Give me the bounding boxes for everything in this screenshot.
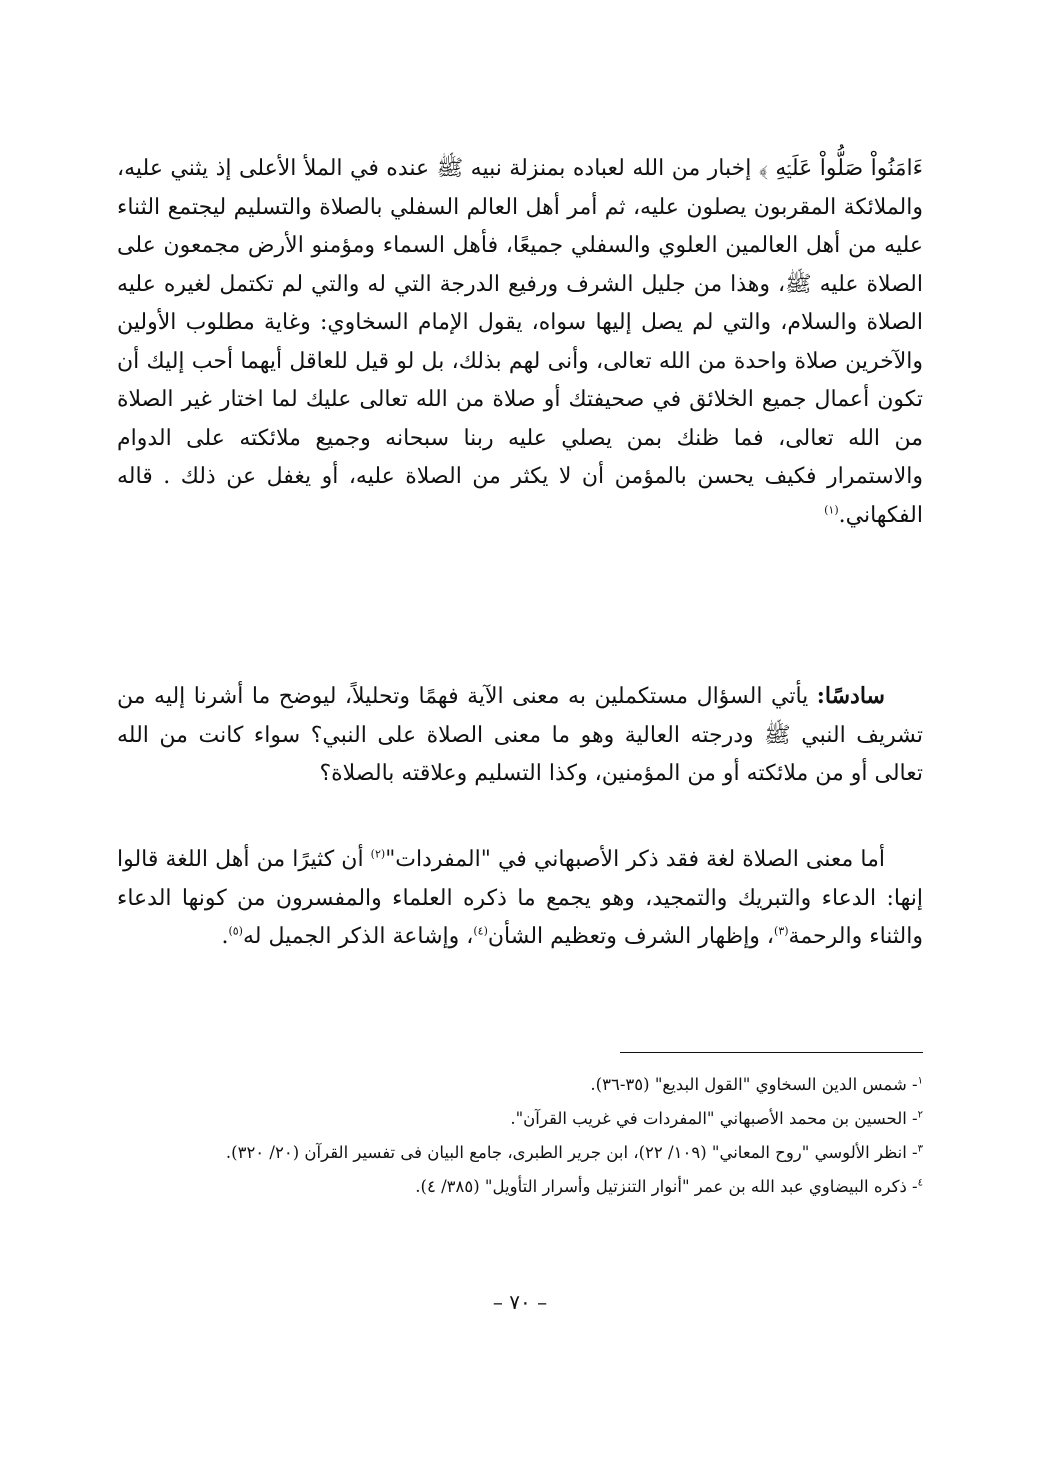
paragraph-3 [117, 841, 923, 957]
footnote-4 [117, 1170, 923, 1204]
footnote-ref-1[interactable]: (١) [824, 503, 839, 517]
footnote-text: - ذكره البيضاوي عبد الله بن عمر "أنوار التنزتيل وأسرار التأويل" (٣٨٥/ ٤). [415, 1177, 918, 1196]
footnote-text: - انظر الألوسي "روح المعاني" (١٠٩/ ٢٢)، ابن جرير الطبرى، جامع البيان فى تفسير القرآن (٢٠/ ٣٢٠). [225, 1143, 918, 1162]
footnotes [117, 1068, 923, 1204]
paragraph-1-text [117, 150, 923, 535]
footnote-number: ١ [917, 1075, 923, 1087]
paragraph-2-lead: سادسًا: [816, 683, 885, 709]
paragraph-3-text [117, 841, 923, 957]
footnote-3 [117, 1136, 923, 1170]
paragraph-2-body: يأتي السؤال مستكملين به معنى الآية فهمًا وتحليلاً، ليوضح ما أشرنا إليه من تشريف النبي ﷺ ودرجته العالية وهو ما معنى الصلاة على النبي؟ سواء كانت من الله تعالى أو من ملائكته أو من المؤمنين، وكذا التسليم وعلاقته بالصلاة؟ [117, 684, 923, 786]
footnote-number: ٤ [917, 1177, 923, 1189]
footnote-divider [620, 1052, 923, 1053]
footnote-text: - الحسين بن محمد الأصبهاني "المفردات في غريب القرآن". [510, 1109, 918, 1128]
footnote-1 [117, 1068, 923, 1102]
footnote-ref-4[interactable]: (٤) [473, 924, 488, 938]
paragraph-1 [117, 150, 923, 535]
paragraph-2-text [117, 677, 923, 794]
paragraph-1-body: ءَامَنُواْ صَلُّواْ عَلَيۡهِ ﴾ إخبار من الله لعباده بمنزلة نبيه ﷺ عنده في الملأ الأعلى إذ يثني عليه، والملائكة المقربون يصلون عليه، ثم أمر أهل العالم السفلي بالصلاة والتسليم ليجتمع الثناء عليه من أهل العالمين العلوي والسفلي جميعًا، فأهل السماء ومؤمنو الأرض مجمعون على الصلاة عليه ﷺ، وهذا من جليل الشرف ورفيع الدرجة التي له والتي لم تكتمل لغيره عليه الصلاة والسلام، والتي لم يصل إليها سواه، يقول الإمام السخاوي: وغاية مطلوب الأولين والآخرين صلاة واحدة من الله تعالى، وأنى لهم بذلك، بل لو قيل للعاقل أيهما أحب إليك أن تكون أعمال جميع الخلائق في صحيفتك أو صلاة من الله تعالى عليك لما اختار غير الصلاة من الله تعالى، فما ظنك بمن يصلي عليه ربنا سبحانه وجميع ملائكته على الدوام والاستمرار فكيف يحسن بالمؤمن أن لا يكثر من الصلاة عليه، أو يغفل عن ذلك . قاله الفكهاني. [117, 156, 924, 528]
page-number: – ٧٠ – [492, 1290, 548, 1314]
footnote-2 [117, 1102, 923, 1136]
paragraph-3-part-3: ، وإظهار الشرف وتعظيم الشأن [487, 924, 775, 949]
footnote-number: ٢ [917, 1109, 923, 1121]
footnote-text: - شمس الدين السخاوي "القول البديع" (٣٥-٣٦). [590, 1075, 918, 1094]
footnote-number: ٣ [917, 1143, 923, 1155]
paragraph-3-part-4: ، وإشاعة الذكر الجميل له [242, 924, 474, 949]
paragraph-2 [117, 677, 923, 794]
paragraph-3-part-1: أما معنى الصلاة لغة فقد ذكر الأصبهاني في "المفردات" [385, 847, 885, 872]
paragraph-3-part-2: أن كثيرًا من أهل اللغة قالوا إنها: الدعاء والتبريك والتمجيد، وهو يجمع ما ذكره العلماء والمفسرون من كونها الدعاء والثناء والرحمة [117, 847, 923, 949]
footnote-ref-2[interactable]: (٢) [370, 847, 386, 861]
paragraph-3-part-5: . [221, 924, 229, 949]
footnote-ref-5[interactable]: (٥) [228, 924, 243, 938]
footnote-ref-3[interactable]: (٣) [774, 924, 789, 938]
